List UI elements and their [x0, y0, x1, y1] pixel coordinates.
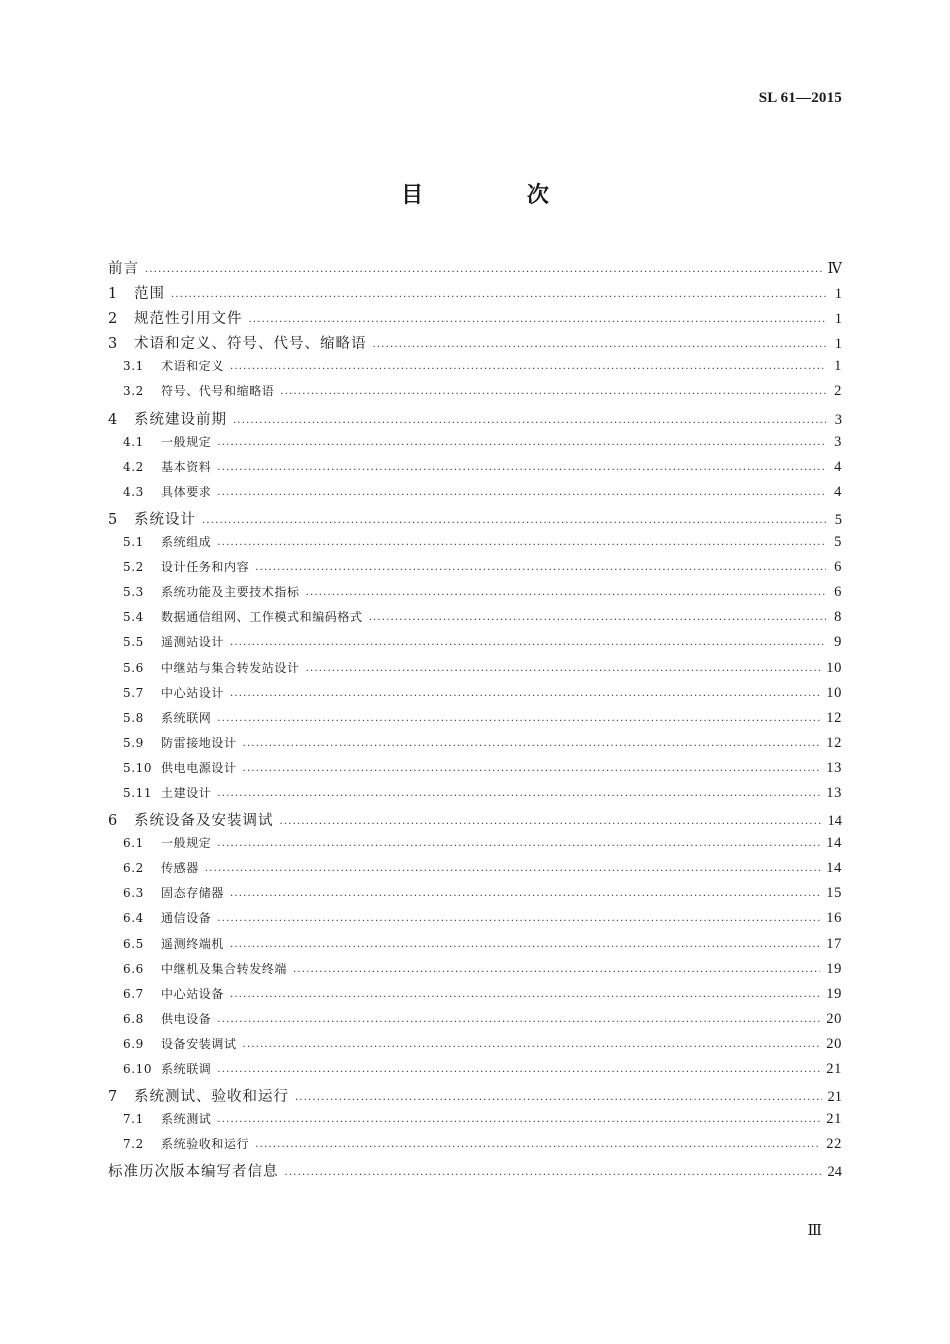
toc-entry-title: 固态存储器	[161, 886, 225, 901]
toc-leader-dots	[230, 688, 820, 700]
toc-entry-page: 1	[834, 358, 842, 375]
toc-leader-dots	[230, 637, 826, 649]
toc-entry[interactable]	[108, 684, 842, 709]
toc-entry-page: 22	[826, 1136, 842, 1153]
toc-leader-dots	[217, 537, 826, 549]
toc-entry-page: 5	[834, 534, 842, 551]
toc-entry-title: 防雷接地设计	[161, 735, 237, 750]
toc-leader-dots	[145, 263, 822, 278]
toc-leader-dots	[205, 863, 820, 875]
toc-entry-title: 设计任务和内容	[161, 560, 250, 575]
toc-entry[interactable]	[108, 608, 842, 633]
table-of-contents	[108, 257, 842, 1185]
toc-entry-title: 中心站设备	[161, 986, 225, 1001]
toc-entry[interactable]	[108, 709, 842, 734]
toc-leader-dots	[280, 386, 826, 398]
toc-leader-dots	[243, 763, 821, 775]
toc-entry-page: 19	[826, 985, 842, 1002]
toc-entry-title: 设备安装调试	[161, 1036, 237, 1051]
toc-entry[interactable]	[108, 1085, 842, 1110]
toc-leader-dots	[293, 964, 820, 976]
toc-entry-number: 6.2	[123, 861, 144, 876]
toc-entry[interactable]	[108, 307, 842, 332]
toc-entry-title: 一般规定	[161, 434, 212, 449]
toc-entry-number: 5.6	[123, 660, 144, 675]
toc-entry[interactable]	[108, 508, 842, 533]
toc-entry[interactable]	[108, 809, 842, 834]
toc-entry-page: 6	[834, 559, 842, 576]
toc-entry-page: 3	[834, 411, 842, 428]
toc-entry[interactable]	[108, 483, 842, 508]
page-number: Ⅲ	[807, 1223, 822, 1239]
toc-entry-page: 17	[826, 935, 842, 952]
toc-entry-page: 1	[834, 311, 842, 328]
toc-entry-number: 4	[108, 411, 118, 428]
toc-leader-dots	[230, 888, 820, 900]
toc-entry-title: 一般规定	[161, 836, 212, 851]
toc-entry-number: 6.6	[123, 961, 144, 976]
toc-entry-page: 20	[826, 1035, 842, 1052]
toc-entry-page: 12	[826, 709, 842, 726]
toc-entry-page: 20	[826, 1010, 842, 1027]
toc-entry[interactable]	[108, 1160, 842, 1185]
toc-entry-title: 系统建设前期	[134, 411, 227, 428]
toc-leader-dots	[217, 713, 820, 725]
toc-entry-page: 4	[834, 458, 842, 475]
toc-entry[interactable]	[108, 884, 842, 909]
toc-entry[interactable]	[108, 633, 842, 658]
toc-leader-dots	[249, 313, 827, 328]
toc-leader-dots	[230, 361, 826, 373]
toc-leader-dots	[217, 788, 820, 800]
toc-entry-title: 系统设备及安装调试	[134, 813, 274, 830]
toc-entry[interactable]	[108, 408, 842, 433]
toc-entry-number: 5.7	[123, 685, 144, 700]
toc-entry-number: 7.1	[123, 1112, 144, 1127]
toc-entry-title: 中继站与集合转发站设计	[161, 660, 300, 675]
toc-entry-page: 13	[826, 784, 842, 801]
toc-entry-page: 13	[826, 759, 842, 776]
toc-entry-title: 具体要求	[161, 484, 212, 499]
toc-entry-page: Ⅳ	[827, 261, 842, 277]
toc-entry-title: 传感器	[161, 861, 199, 876]
toc-entry-title: 供电设备	[161, 1011, 212, 1026]
toc-entry-title: 符号、代号和缩略语	[161, 384, 275, 399]
toc-entry[interactable]	[108, 583, 842, 608]
toc-entry-title: 前言	[108, 261, 139, 277]
toc-entry-number: 6.10	[123, 1062, 153, 1076]
toc-entry-number: 6.5	[123, 936, 144, 951]
toc-entry-title: 系统组成	[161, 535, 212, 550]
toc-entry[interactable]	[108, 935, 842, 960]
toc-entry-title: 系统联网	[161, 710, 212, 725]
toc-entry-page: 5	[834, 511, 842, 528]
toc-entry-number: 6	[108, 813, 118, 830]
toc-entry[interactable]	[108, 859, 842, 884]
toc-entry-title: 系统验收和运行	[161, 1137, 250, 1152]
toc-entry-page: 24	[827, 1164, 842, 1181]
toc-entry[interactable]	[108, 985, 842, 1010]
toc-entry[interactable]	[108, 282, 842, 307]
toc-leader-dots	[217, 487, 826, 499]
toc-entry-page: 21	[827, 1089, 842, 1106]
toc-entry-title: 通信设备	[161, 911, 212, 926]
toc-entry-page: 21	[826, 1111, 842, 1128]
toc-entry-page: 3	[834, 433, 842, 450]
toc-entry-title: 系统联调	[161, 1062, 212, 1076]
toc-entry-number: 7.2	[123, 1137, 144, 1152]
toc-leader-dots	[255, 1139, 820, 1151]
toc-entry-title: 术语和定义	[161, 359, 225, 374]
toc-entry[interactable]	[108, 357, 842, 382]
toc-leader-dots	[171, 288, 826, 303]
toc-entry[interactable]	[108, 533, 842, 558]
toc-entry[interactable]	[108, 1110, 842, 1135]
standard-code: SL 61—2015	[758, 90, 842, 106]
toc-leader-dots	[285, 1166, 822, 1181]
toc-entry-page: 2	[834, 383, 842, 400]
toc-entry-page: 10	[826, 684, 842, 701]
toc-entry-page: 8	[834, 609, 842, 626]
toc-entry-number: 3	[108, 336, 118, 353]
toc-leader-dots	[306, 663, 821, 675]
toc-entry-title: 遥测站设计	[161, 635, 225, 650]
toc-entry[interactable]	[108, 1035, 842, 1060]
toc-entry-number: 6.1	[123, 836, 144, 851]
toc-entry-page: 10	[826, 659, 842, 676]
toc-entry[interactable]	[108, 834, 842, 859]
toc-entry-number: 5.5	[123, 635, 144, 650]
toc-leader-dots	[217, 437, 826, 449]
toc-entry-title: 范围	[134, 286, 165, 303]
toc-entry[interactable]	[108, 1060, 842, 1085]
toc-entry[interactable]	[108, 1010, 842, 1035]
toc-leader-dots	[230, 989, 820, 1001]
toc-leader-dots	[295, 1091, 822, 1106]
toc-entry-title: 基本资料	[161, 459, 212, 474]
toc-entry-title: 系统测试	[161, 1112, 212, 1127]
toc-entry-page: 4	[834, 483, 842, 500]
toc-entry-number: 6.3	[123, 886, 144, 901]
toc-entry-number: 5.9	[123, 735, 144, 750]
toc-entry[interactable]	[108, 332, 842, 357]
toc-entry-number: 6.7	[123, 986, 144, 1001]
toc-entry-title: 规范性引用文件	[134, 311, 243, 328]
toc-entry-number: 5.1	[123, 535, 144, 550]
toc-entry-page: 14	[827, 813, 842, 830]
toc-entry-title: 术语和定义、符号、代号、缩略语	[134, 336, 367, 353]
toc-leader-dots	[217, 462, 826, 474]
toc-leader-dots	[243, 1039, 821, 1051]
toc-entry-number: 6.4	[123, 911, 144, 926]
toc-leader-dots	[230, 939, 820, 951]
toc-leader-dots	[373, 338, 827, 353]
toc-entry[interactable]	[108, 458, 842, 483]
toc-leader-dots	[217, 838, 820, 850]
toc-entry-number: 4.1	[123, 434, 144, 449]
toc-entry-title: 系统测试、验收和运行	[134, 1089, 289, 1106]
toc-entry-number: 5.3	[123, 585, 144, 600]
toc-entry-number: 5.10	[123, 760, 153, 775]
page-title: 目 次	[401, 183, 597, 208]
toc-entry-number: 6.8	[123, 1011, 144, 1026]
toc-entry-number: 5.8	[123, 710, 144, 725]
toc-leader-dots	[217, 913, 820, 925]
toc-entry[interactable]	[108, 382, 842, 407]
toc-entry[interactable]	[108, 759, 842, 784]
toc-leader-dots	[233, 414, 826, 429]
toc-leader-dots	[255, 562, 826, 574]
toc-entry-title: 中心站设计	[161, 685, 225, 700]
toc-leader-dots	[202, 514, 826, 529]
toc-entry-number: 7	[108, 1089, 118, 1106]
toc-entry-page: 15	[826, 885, 842, 902]
toc-entry-page: 14	[826, 860, 842, 877]
toc-entry[interactable]	[108, 734, 842, 759]
toc-entry-number: 4.2	[123, 459, 144, 474]
toc-entry-page: 21	[826, 1061, 842, 1077]
toc-entry[interactable]	[108, 909, 842, 934]
toc-entry[interactable]	[108, 1135, 842, 1160]
toc-entry-title: 土建设计	[161, 785, 212, 800]
toc-entry-title: 系统设计	[134, 511, 196, 528]
toc-entry-number: 6.9	[123, 1036, 144, 1051]
toc-entry-number: 2	[108, 311, 118, 328]
toc-entry-number: 3.2	[123, 384, 144, 399]
toc-entry-page: 16	[826, 910, 842, 927]
toc-entry[interactable]	[108, 784, 842, 809]
toc-leader-dots	[217, 1014, 820, 1026]
toc-entry-number: 5.2	[123, 560, 144, 575]
toc-entry-page: 19	[826, 960, 842, 977]
toc-entry-number: 1	[108, 286, 118, 303]
toc-leader-dots	[306, 587, 826, 599]
toc-entry-title: 标准历次版本编写者信息	[108, 1164, 279, 1181]
toc-entry-title: 数据通信组网、工作模式和编码格式	[161, 610, 363, 625]
toc-leader-dots	[369, 612, 826, 624]
toc-leader-dots	[243, 738, 821, 750]
toc-entry-number: 5.11	[123, 785, 153, 800]
toc-entry-page: 9	[834, 634, 842, 651]
toc-entry-number: 5	[108, 511, 118, 528]
toc-entry-number: 5.4	[123, 610, 144, 625]
toc-entry-title: 供电电源设计	[161, 760, 237, 775]
toc-entry[interactable]	[108, 659, 842, 684]
toc-entry[interactable]	[108, 433, 842, 458]
toc-entry-number: 4.3	[123, 484, 144, 499]
toc-leader-dots	[280, 815, 822, 830]
toc-entry-page: 6	[834, 584, 842, 601]
toc-entry-page: 1	[834, 286, 842, 303]
toc-entry-page: 12	[826, 734, 842, 751]
toc-entry[interactable]	[108, 960, 842, 985]
toc-entry-title: 中继机及集合转发终端	[161, 961, 288, 976]
toc-entry-page: 1	[834, 336, 842, 353]
toc-entry-title: 系统功能及主要技术指标	[161, 585, 300, 600]
toc-entry-title: 遥测终端机	[161, 936, 225, 951]
toc-leader-dots	[217, 1064, 820, 1076]
toc-entry-number: 3.1	[123, 359, 144, 374]
toc-entry[interactable]	[108, 257, 842, 282]
toc-leader-dots	[217, 1114, 820, 1126]
toc-entry[interactable]	[108, 558, 842, 583]
toc-entry-page: 14	[826, 835, 842, 852]
